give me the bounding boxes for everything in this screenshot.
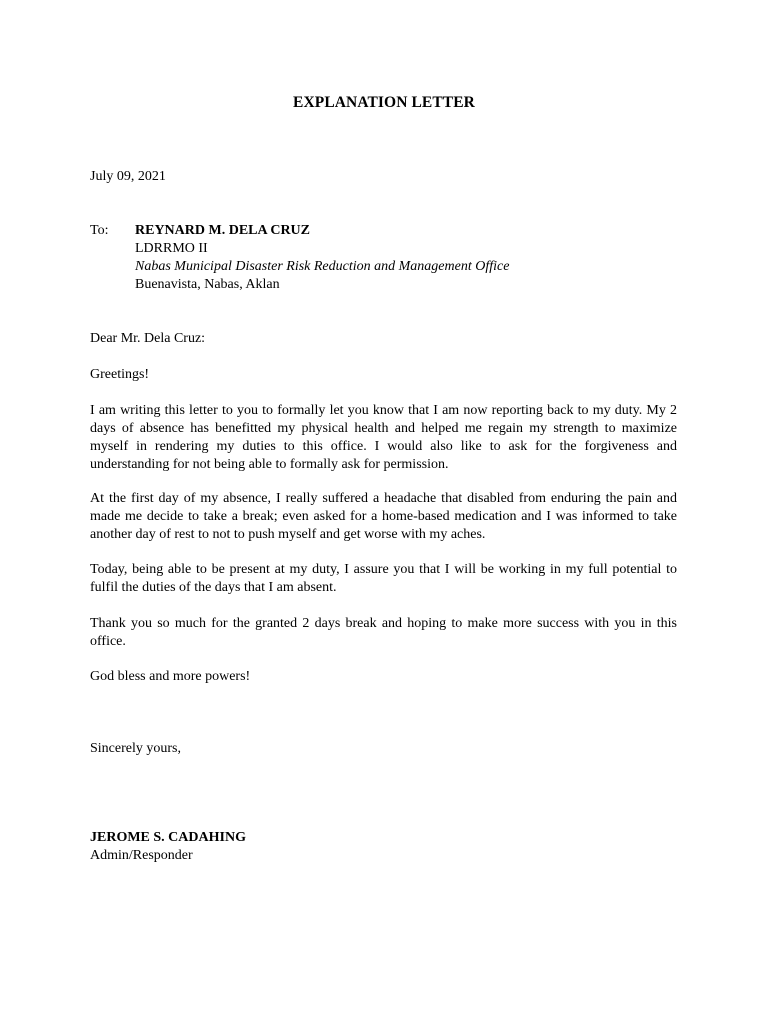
body-paragraph-5: God bless and more powers!: [90, 669, 251, 684]
letter-date: July 09, 2021: [90, 169, 166, 184]
body-paragraph-3: Today, being able to be present at my duty, I assure you that I will be working in my full potential to fulfil the duties of the days that I am absent.: [90, 562, 677, 595]
recipient-position: LDRRMO II: [135, 241, 208, 256]
body-paragraph-1: I am writing this letter to you to formally let you know that I am now reporting back to my duty. My 2 days of absence has benefitted my physical health and helped me regain my strength to maximize myself in rendering my duties to this office. I would also like to ask for the forgiveness and understanding for not being able to formally ask for permission.: [90, 403, 677, 472]
body-paragraph-4: Thank you so much for the granted 2 days break and hoping to make more success with you in this office.: [90, 616, 677, 649]
body-paragraph-2: At the first day of my absence, I really suffered a headache that disabled from enduring the pain and made me decide to take a break; even asked for a home-based medication and I was informed to take another day of rest to not to push myself and get worse with my aches.: [90, 491, 677, 542]
recipient-name: REYNARD M. DELA CRUZ: [135, 223, 311, 238]
letter-title: EXPLANATION LETTER: [293, 94, 475, 111]
greeting: Greetings!: [90, 367, 150, 382]
closing: Sincerely yours,: [90, 741, 181, 756]
signer-name: JEROME S. CADAHING: [90, 830, 246, 845]
recipient-office: Nabas Municipal Disaster Risk Reduction and Management Office: [135, 259, 510, 274]
to-label: To:: [90, 223, 109, 238]
signer-title: Admin/Responder: [90, 848, 193, 863]
salutation: Dear Mr. Dela Cruz:: [90, 331, 206, 346]
recipient-address: Buenavista, Nabas, Aklan: [135, 277, 280, 292]
recipient-details: [135, 222, 509, 294]
